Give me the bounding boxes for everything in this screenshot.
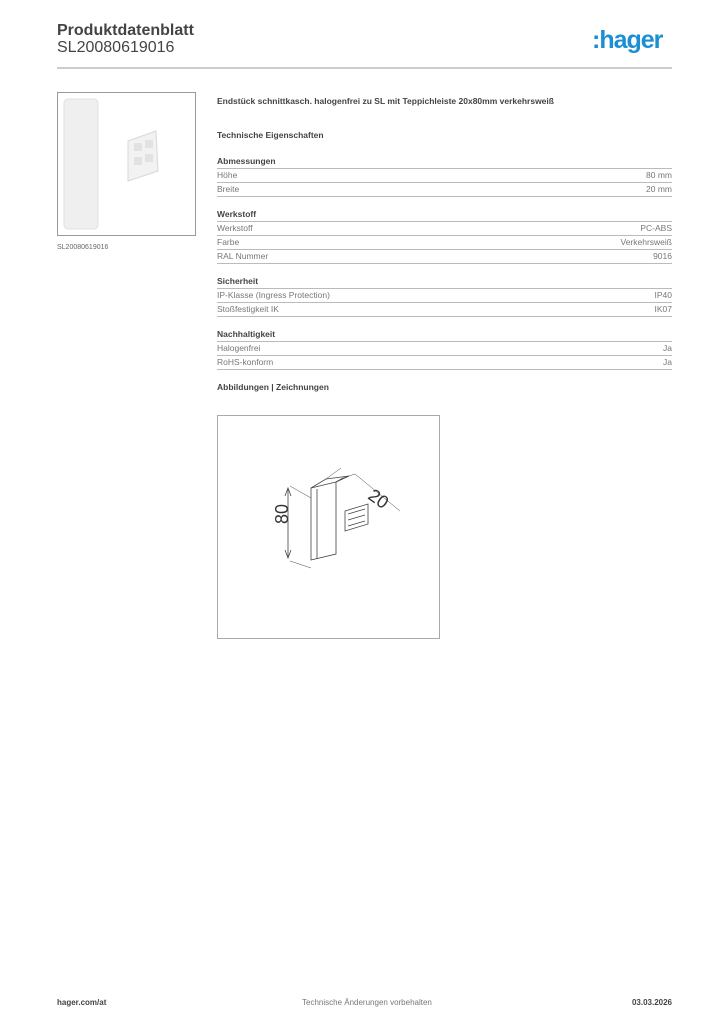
- spec-row: [217, 356, 672, 370]
- spec-row: [217, 183, 672, 197]
- spec-section-nachhaltigkeit: [217, 329, 672, 370]
- spec-value: IK07: [654, 304, 672, 314]
- spec-label: Stoßfestigkeit IK: [217, 304, 279, 314]
- spec-label: RAL Nummer: [217, 251, 269, 261]
- spec-label: RoHS-konform: [217, 357, 274, 367]
- dimension-drawing: [217, 415, 440, 639]
- footer-note: Technische Änderungen vorbehalten: [302, 998, 432, 1007]
- spec-value: 20 mm: [646, 184, 672, 194]
- spec-value: PC-ABS: [640, 223, 672, 233]
- spec-value: IP40: [654, 290, 672, 300]
- image-caption: SL20080619016: [57, 244, 109, 251]
- footer-website[interactable]: hager.com/at: [57, 998, 107, 1007]
- spec-value: 9016: [653, 251, 672, 261]
- spec-row: [217, 236, 672, 250]
- spec-section-werkstoff: [217, 209, 672, 264]
- spec-value: Verkehrsweiß: [620, 237, 672, 247]
- spec-value: Ja: [663, 343, 672, 353]
- spec-row: [217, 250, 672, 264]
- specs-column: [217, 96, 672, 392]
- spec-label: Halogenfrei: [217, 343, 261, 353]
- footer-date: 03.03.2026: [631, 998, 672, 1007]
- spec-label: Farbe: [217, 237, 240, 247]
- spec-section-abmessungen: [217, 156, 672, 197]
- figures-heading: Abbildungen | Zeichnungen: [217, 382, 329, 392]
- spec-value: Ja: [663, 357, 672, 367]
- tech-heading: Technische Eigenschaften: [217, 130, 324, 140]
- article-number: SL20080619016: [57, 39, 175, 56]
- section-title: Abmessungen: [217, 156, 672, 169]
- spec-row: [217, 289, 672, 303]
- header-divider: [57, 67, 672, 69]
- spec-row: [217, 222, 672, 236]
- section-title: Werkstoff: [217, 209, 672, 222]
- section-title: Nachhaltigkeit: [217, 329, 672, 342]
- page-title: Produktdatenblatt: [57, 22, 194, 39]
- spec-label: Werkstoff: [217, 223, 253, 233]
- spec-row: [217, 303, 672, 317]
- spec-label: Höhe: [217, 170, 238, 180]
- hager-logo: :hager: [592, 26, 663, 54]
- spec-row: [217, 342, 672, 356]
- section-title: Sicherheit: [217, 276, 672, 289]
- height-dimension-label: 80: [272, 503, 292, 524]
- width-dimension-label: 20: [364, 484, 393, 513]
- spec-row: [217, 169, 672, 183]
- spec-section-sicherheit: [217, 276, 672, 317]
- product-description: Endstück schnittkasch. halogenfrei zu SL mit Teppichleiste 20x80mm verkehrsweiß: [217, 96, 554, 106]
- spec-label: Breite: [217, 184, 240, 194]
- spec-value: 80 mm: [646, 170, 672, 180]
- spec-label: IP-Klasse (Ingress Protection): [217, 290, 330, 300]
- product-image: [57, 92, 196, 236]
